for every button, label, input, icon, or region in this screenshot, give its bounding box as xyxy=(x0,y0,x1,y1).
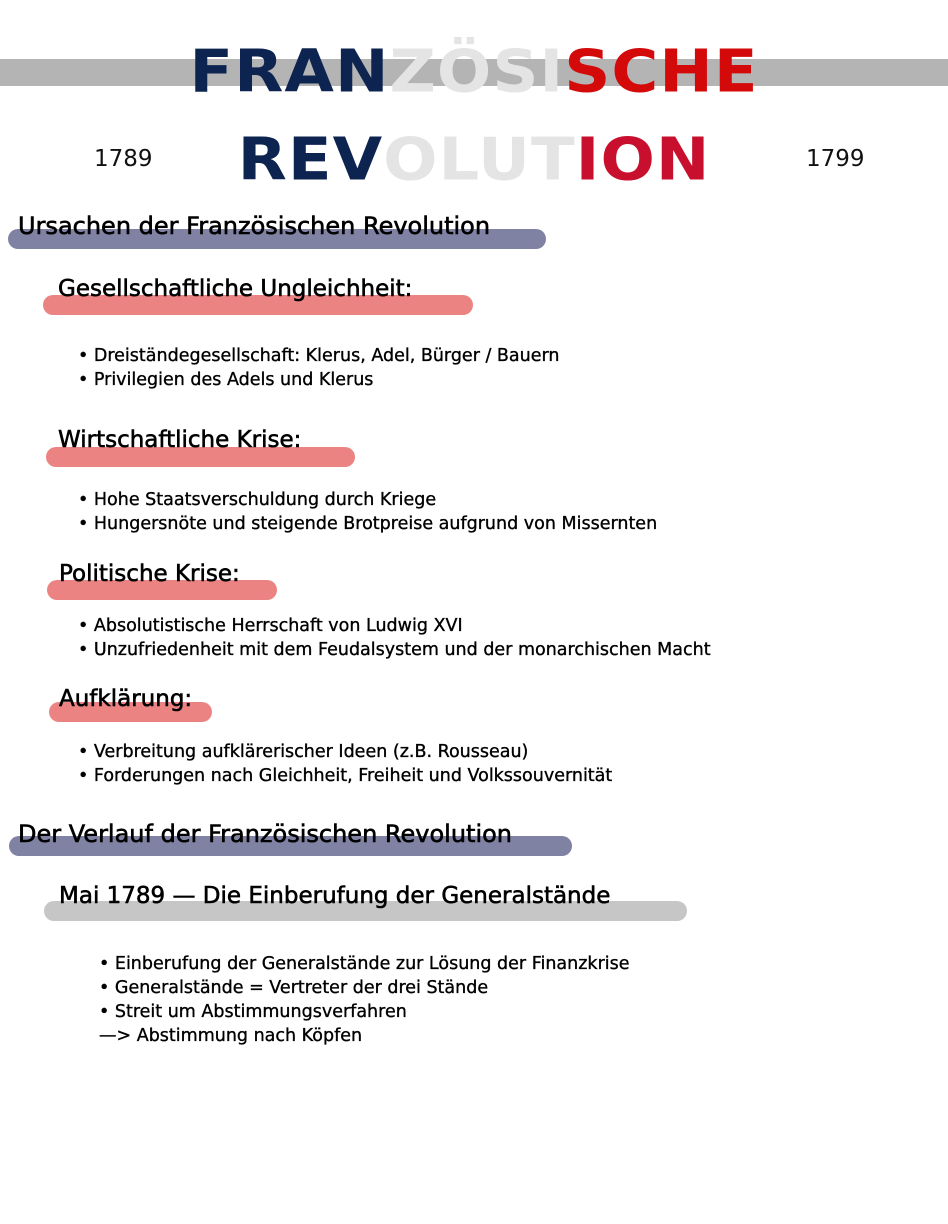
title-part: OLUT xyxy=(383,125,576,195)
bullet-list-economic xyxy=(78,488,657,536)
section-title-causes: Ursachen der Französischen Revolution xyxy=(18,212,491,240)
title-part: FRAN xyxy=(189,37,390,107)
list-item: • Verbreitung aufklärerischer Ideen (z.B. Rousseau) xyxy=(78,742,529,762)
list-item: • Streit um Abstimmungsverfahren xyxy=(99,1002,407,1022)
list-item: • Privilegien des Adels und Klerus xyxy=(78,370,374,390)
list-item: —> Abstimmung nach Köpfen xyxy=(99,1026,363,1046)
list-item: • Absolutistische Herrschaft von Ludwig XVI xyxy=(78,616,463,636)
bullet-list-political xyxy=(78,614,711,662)
subheading-estates-general: Mai 1789 — Die Einberufung der Generalstände xyxy=(59,883,611,909)
title-part: REV xyxy=(237,125,384,195)
subheading-economic-crisis: Wirtschaftliche Krise: xyxy=(58,427,302,453)
list-item: • Unzufriedenheit mit dem Feudalsystem und der monarchischen Macht xyxy=(78,640,711,660)
title-part: ZÖSI xyxy=(389,37,565,107)
year-end: 1799 xyxy=(806,146,865,172)
title-line-1 xyxy=(0,37,948,107)
year-start: 1789 xyxy=(94,146,153,172)
list-item: • Dreiständegesellschaft: Klerus, Adel, Bürger / Bauern xyxy=(78,346,560,366)
title-part: ION xyxy=(575,125,711,195)
subheading-enlightenment: Aufklärung: xyxy=(59,686,193,712)
subheading-political-crisis: Politische Krise: xyxy=(59,561,240,587)
list-item: • Generalstände = Vertreter der drei Stände xyxy=(99,978,489,998)
list-item: • Hohe Staatsverschuldung durch Kriege xyxy=(78,490,437,510)
title-part: SCHE xyxy=(564,37,759,107)
list-item: • Forderungen nach Gleichheit, Freiheit und Volkssouvernität xyxy=(78,766,613,786)
section-title-course: Der Verlauf der Französischen Revolution xyxy=(18,820,513,848)
bullet-list-social xyxy=(78,344,559,392)
bullet-list-enlightenment xyxy=(78,740,612,788)
list-item: • Einberufung der Generalstände zur Lösung der Finanzkrise xyxy=(99,954,630,974)
subheading-social-inequality: Gesellschaftliche Ungleichheit: xyxy=(58,276,413,302)
list-item: • Hungersnöte und steigende Brotpreise aufgrund von Missernten xyxy=(78,514,658,534)
bullet-list-estates-general xyxy=(99,952,630,1048)
